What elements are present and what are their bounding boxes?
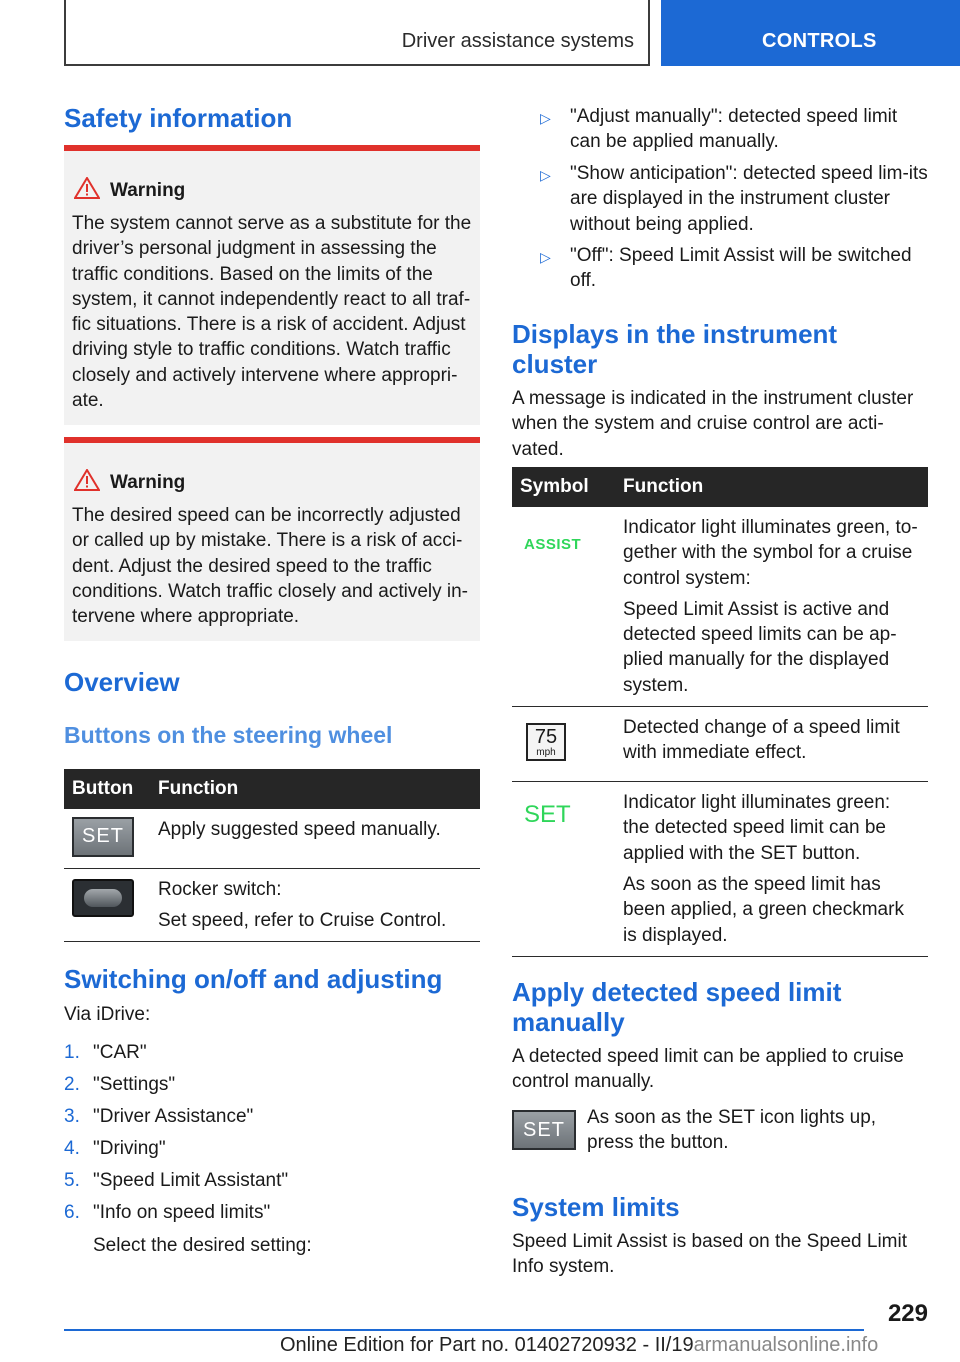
bullet-triangle-icon: ▷ xyxy=(540,110,551,126)
step-text: "Driver Assistance" xyxy=(93,1106,254,1127)
set-indicator-icon: SET xyxy=(524,801,571,829)
set-button-icon: SET xyxy=(72,817,134,857)
bullet-triangle-icon: ▷ xyxy=(540,167,551,183)
apply-text: A detected speed limit can be applied to cruise control manually. xyxy=(512,1046,904,1093)
warning-triangle-icon xyxy=(74,469,100,491)
warning-box-1 xyxy=(64,145,480,425)
bullet-text: "Show anticipation": detected speed lim-its are displayed in the instrument cluster without being applied. xyxy=(570,163,928,235)
footer-divider xyxy=(64,1329,864,1331)
watermark-text: armanualsonline.info xyxy=(693,1334,879,1356)
step-text: "Info on speed limits" xyxy=(93,1202,271,1223)
list-item xyxy=(64,1037,480,1069)
select-setting-text: Select the desired setting: xyxy=(93,1235,312,1256)
warning-triangle-icon xyxy=(74,177,100,199)
step-number: 2. xyxy=(64,1074,80,1095)
table-row xyxy=(512,782,928,957)
warning-title: Warning xyxy=(110,472,186,493)
limits-text: Speed Limit Assist is based on the Speed Limit Info system. xyxy=(512,1231,908,1278)
displays-text: A message is indicated in the instrument cluster when the system and cruise control are acti-vated. xyxy=(512,388,914,460)
buttons-subheading: Buttons on the steering wheel xyxy=(64,722,393,748)
displays-heading: Displays in the instrument cluster xyxy=(512,319,838,379)
speed-limit-value: 75 xyxy=(534,726,558,749)
function-text: Apply suggested speed manually. xyxy=(158,819,441,840)
step-number: 5. xyxy=(64,1170,80,1191)
table-row xyxy=(512,707,928,782)
function-text: Rocker switch: xyxy=(158,878,282,900)
list-item xyxy=(64,1101,480,1133)
speed-limit-unit: mph xyxy=(536,747,556,759)
function-text: Indicator light illuminates green, to-gether with the symbol for a cruise control system: xyxy=(623,517,918,589)
symbol-table xyxy=(512,467,928,957)
function-text: Detected change of a speed limit with immediate effect. xyxy=(623,717,900,764)
section-tab xyxy=(64,0,650,66)
table-header: Button xyxy=(64,769,150,809)
edition-text: Online Edition for Part no. 01402720932 - II/19 xyxy=(280,1334,694,1356)
via-idrive-text: Via iDrive: xyxy=(64,1004,151,1025)
step-text: "Speed Limit Assistant" xyxy=(93,1170,289,1191)
button-table xyxy=(64,769,480,942)
chapter-title: CONTROLS xyxy=(762,30,877,52)
step-text: "Driving" xyxy=(93,1138,166,1159)
switching-heading: Switching on/off and adjusting xyxy=(64,964,443,994)
function-text: Indicator light illuminates green: the detected speed limit can be applied with the SET button. xyxy=(623,792,891,864)
apply-note: As soon as the SET icon lights up, press the button. xyxy=(587,1107,877,1154)
footer-text xyxy=(280,1334,878,1357)
warning-title: Warning xyxy=(110,180,186,201)
warning-text: The system cannot serve as a substitute for the driver’s personal judgment in assessing the traffic conditions. Based on the limits of the system, it cannot independently react to all traf-fic situations. There is a risk of accident. Adjust driving style to traffic conditions. Watch traffic closely and actively intervene where appropri-ate. xyxy=(72,213,472,412)
bullet-text: "Off": Speed Limit Assist will be switched off. xyxy=(570,245,912,292)
safety-heading: Safety information xyxy=(64,103,293,133)
table-header: Function xyxy=(150,769,480,809)
table-header: Function xyxy=(615,467,928,507)
page-header xyxy=(0,0,960,66)
chapter-tab xyxy=(661,0,960,66)
limits-heading: System limits xyxy=(512,1192,680,1222)
step-text: "Settings" xyxy=(93,1074,176,1095)
table-row xyxy=(64,809,480,868)
page-number: 229 xyxy=(887,1300,928,1327)
step-number: 6. xyxy=(64,1202,80,1223)
function-text: Set speed, refer to Cruise Control. xyxy=(158,909,447,931)
bullet-text: "Adjust manually": detected speed limit can be applied manually. xyxy=(570,106,898,153)
list-item xyxy=(64,1165,480,1197)
section-title: Driver assistance systems xyxy=(401,30,634,52)
list-item xyxy=(64,1197,480,1229)
rocker-switch-icon xyxy=(72,879,134,917)
set-button-icon: SET xyxy=(512,1110,576,1150)
bullet-triangle-icon: ▷ xyxy=(540,249,551,265)
assist-indicator-icon: ASSIST xyxy=(524,536,582,553)
speed-limit-sign-icon xyxy=(526,723,566,761)
overview-heading: Overview xyxy=(64,667,180,697)
step-number: 3. xyxy=(64,1106,80,1127)
step-number: 4. xyxy=(64,1138,80,1159)
step-number: 1. xyxy=(64,1042,80,1063)
list-item xyxy=(64,1069,480,1101)
step-text: "CAR" xyxy=(93,1042,147,1063)
table-header: Symbol xyxy=(512,467,615,507)
table-row xyxy=(64,868,480,942)
apply-heading: Apply detected speed limit manually xyxy=(512,977,842,1037)
list-item xyxy=(64,1133,480,1165)
function-text: As soon as the speed limit has been applied, a green checkmark is displayed. xyxy=(623,873,904,946)
function-text: Speed Limit Assist is active and detected speed limits can be ap-plied manually for the displayed system. xyxy=(623,598,897,696)
table-row xyxy=(512,507,928,707)
warning-box-2 xyxy=(64,437,480,641)
warning-text: The desired speed can be incorrectly adjusted or called up by mistake. There is a risk of acci-dent. Adjust the desired speed to the traffic conditions. Watch traffic closely and actively in-tervene where appropriate. xyxy=(72,505,469,628)
